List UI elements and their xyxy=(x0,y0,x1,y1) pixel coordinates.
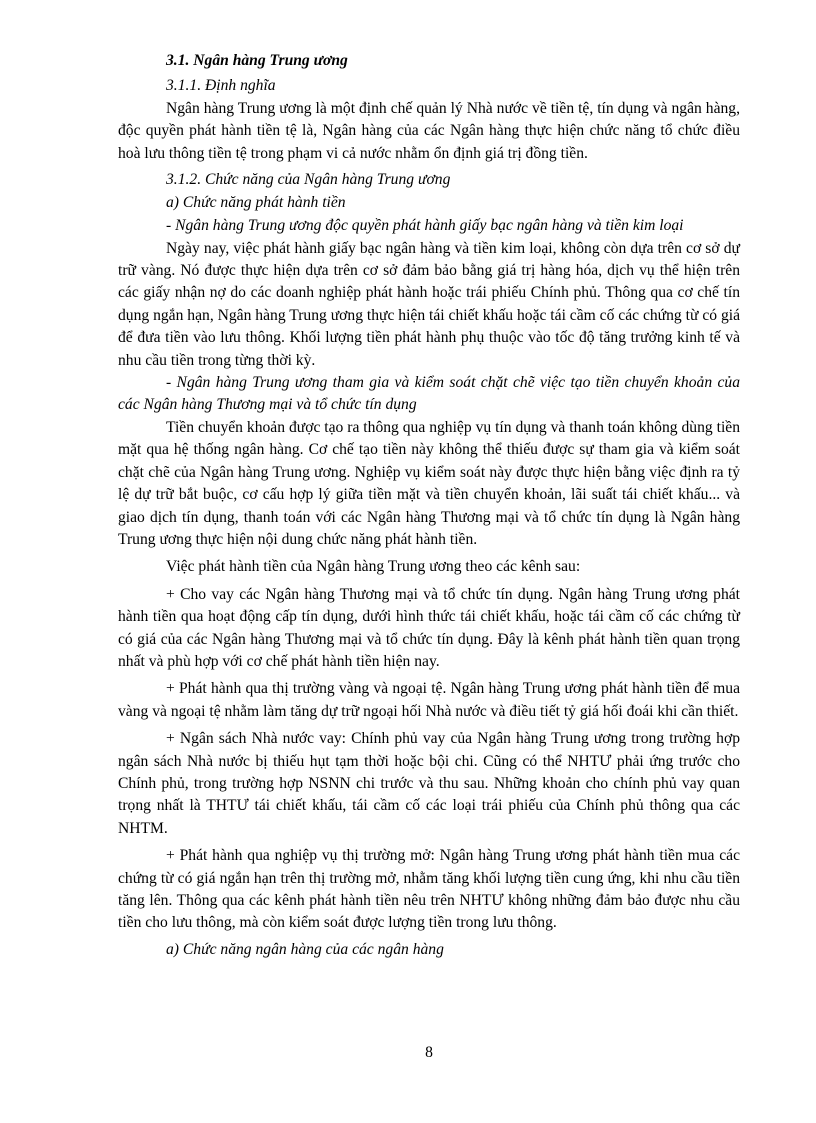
document-page xyxy=(118,48,740,962)
definition-paragraph: Ngân hàng Trung ương là một định chế quản lý Nhà nước về tiền tệ, tín dụng và ngân hàng, độc quyền phát hành tiền tệ là, Ngân hàng của các Ngân hàng thực hiện chức năng tổ chức điều hoà lưu thông tiền tệ trong phạm vi cả nước nhằm ổn định giá trị đồng tiền. xyxy=(118,100,740,162)
channel-state-budget: + Ngân sách Nhà nước vay: Chính phủ vay của Ngân hàng Trung ương trong trường hợp ngân sách Nhà nước bị thiếu hụt tạm thời hoặc bội chi. Cũng có thể NHTƯ phải ứng trước cho Chính phủ, trong trường hợp NSNN chi trước và thu sau. Những khoản cho chính phủ vay quan trọng nhất là THTƯ tái chiết khấu, tái cầm cố các loại trái phiếu của Chính phủ thông qua các NHTM. xyxy=(118,730,740,837)
subsection-functions-title: 3.1.2. Chức năng của Ngân hàng Trung ương xyxy=(166,171,451,189)
channel-gold-forex: + Phát hành qua thị trường vàng và ngoại tệ. Ngân hàng Trung ương phát hành tiền để mua vàng và ngoại tệ nhằm làm tăng dự trữ ngoại hối Nhà nước và điều tiết tỷ giá hối đoái khi cần thiết. xyxy=(118,680,740,720)
page-number: 8 xyxy=(425,1044,433,1061)
section-title: 3.1. Ngân hàng Trung ương xyxy=(166,52,348,69)
channels-intro: Việc phát hành tiền của Ngân hàng Trung ương theo các kênh sau: xyxy=(166,558,581,576)
point-transfer-money-title: - Ngân hàng Trung ương tham gia và kiểm soát chặt chẽ việc tạo tiền chuyển khoản của các Ngân hàng Thương mại và tổ chức tín dụng xyxy=(118,374,740,414)
channel-loans: + Cho vay các Ngân hàng Thương mại và tổ chức tín dụng. Ngân hàng Trung ương phát hành tiền qua hoạt động cấp tín dụng, dưới hình thức tái chiết khấu, hoặc tái cầm cố các chứng từ có giá của các Ngân hàng Thương mại và tổ chức tín dụng. Đây là kênh phát hành tiền quan trọng nhất và phù hợp với cơ chế phát hành tiền hiện nay. xyxy=(118,585,740,670)
function-issuing-money-title: a) Chức năng phát hành tiền xyxy=(166,194,346,212)
point-monopoly-paragraph: Ngày nay, việc phát hành giấy bạc ngân hàng và tiền kim loại, không còn dựa trên cơ sở dự trữ vàng. Nó được thực hiện dựa trên cơ sở đảm bảo bằng giá trị hàng hóa, dịch vụ thể hiện trên các giấy nhận nợ do các doanh nghiệp phát hành hoặc trái phiếu Chính phủ. Thông qua cơ chế tín dụng ngắn hạn, Ngân hàng Trung ương thực hiện tái chiết khấu hoặc tái cầm cố các chứng từ có giá để đưa tiền vào lưu thông. Khối lượng tiền phát hành phụ thuộc vào tốc độ tăng trưởng kinh tế và nhu cầu tiền trong từng thời kỳ. xyxy=(118,239,740,369)
subsection-definition-title: 3.1.1. Định nghĩa xyxy=(166,77,276,94)
point-transfer-money-paragraph: Tiền chuyển khoản được tạo ra thông qua nghiệp vụ tín dụng và thanh toán không dùng tiền mặt qua hệ thống ngân hàng. Cơ chế tạo tiền này không thể thiếu được sự tham gia và kiểm soát chặt chẽ của Ngân hàng Trung ương. Nghiệp vụ kiểm soát này được thực hiện bằng việc định ra tỷ lệ dự trữ bắt buộc, cơ cấu hợp lý giữa tiền mặt và tiền chuyển khoản, lãi suất tái chiết khấu... và giao dịch tín dụng, thanh toán với các Ngân hàng Thương mại và tổ chức tín dụng là Ngân hàng Trung ương thực hiện nội dung chức năng phát hành tiền. xyxy=(118,418,740,548)
channel-open-market: + Phát hành qua nghiệp vụ thị trường mở: Ngân hàng Trung ương phát hành tiền mua các chứng từ có giá ngắn hạn trên thị trường mở, nhằm tăng khối lượng tiền cung ứng, khi nhu cầu tiền tăng lên. Thông qua các kênh phát hành tiền nêu trên NHTƯ không những đảm bảo được nhu cầu tiền cho lưu thông, mà còn kiểm soát được lượng tiền trong lưu thông. xyxy=(118,847,740,932)
point-monopoly-title: - Ngân hàng Trung ương độc quyền phát hành giấy bạc ngân hàng và tiền kim loại xyxy=(166,217,684,235)
function-banking-title: a) Chức năng ngân hàng của các ngân hàng xyxy=(166,940,444,958)
